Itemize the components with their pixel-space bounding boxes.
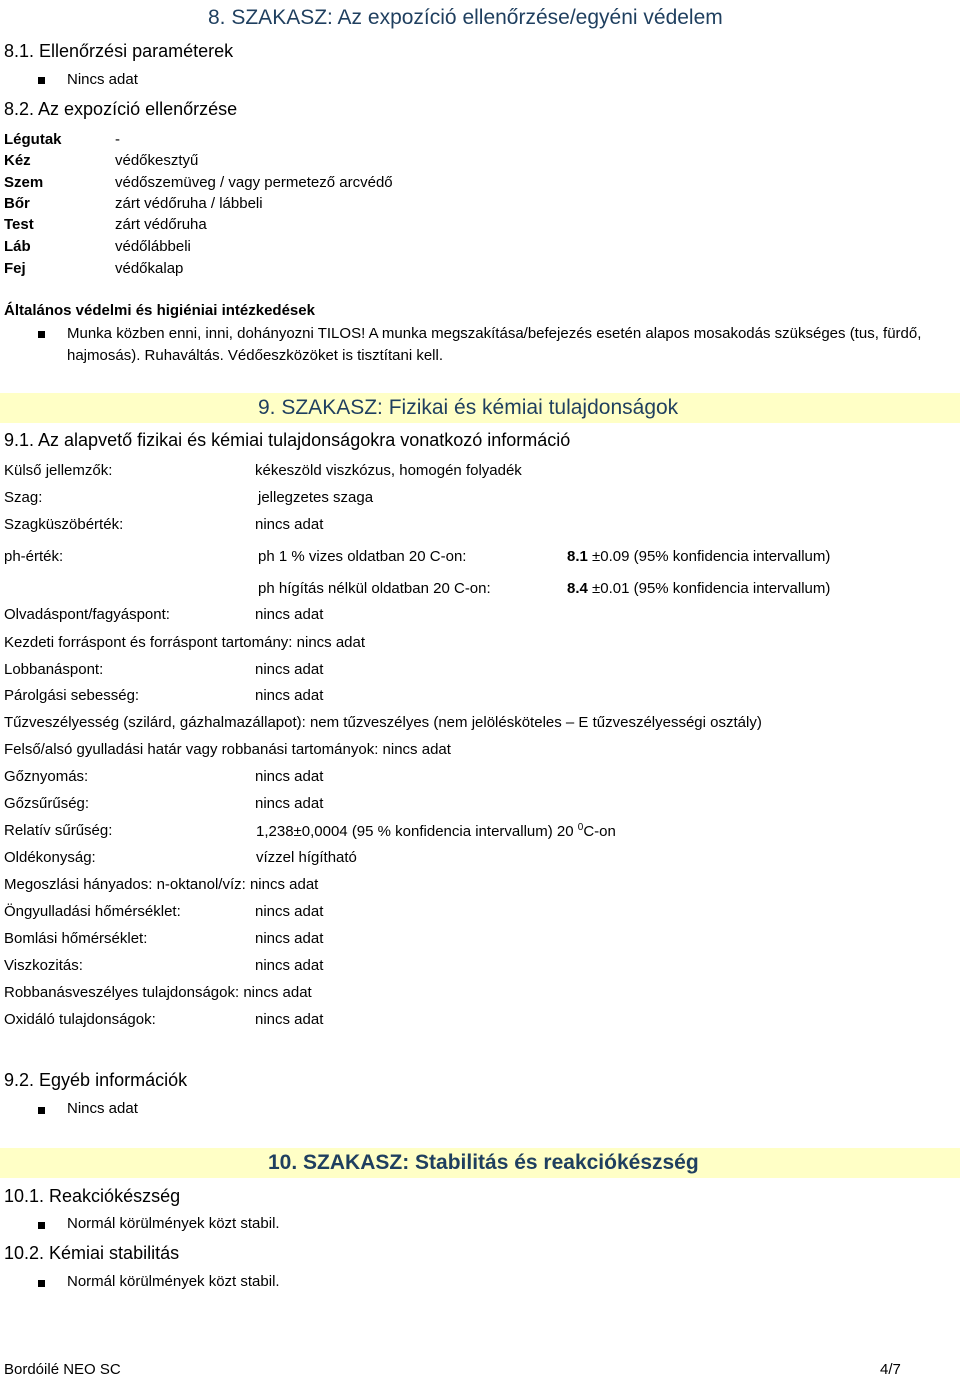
boiling-text: Kezdeti forráspont és forráspont tartomány: nincs adat [4, 634, 366, 651]
protection-value: - [115, 131, 120, 148]
oxidizing-label: Oxidáló tulajdonságok: [4, 1011, 156, 1028]
decomp-label: Bomlási hőmérséklet: [4, 930, 148, 947]
odor-label: Szag: [4, 489, 43, 506]
bullet-icon [38, 1107, 45, 1114]
ph1-condition: ph 1 % vizes oldatban 20 C-on: [258, 548, 467, 565]
hygiene-text: Munka közben enni, inni, dohányozni TILOS! A munka megszakítása/befejezés esetén alapos mosakodás szükséges (tus, fürdő, hajmosás). Ruhaváltás. Védőeszközöket is tisztítani kell. [67, 325, 922, 364]
odor-value: jellegzetes szaga [258, 489, 374, 506]
section-9-title: 9. SZAKASZ: Fizikai és kémiai tulajdonságok [258, 396, 679, 419]
protection-value: zárt védőruha [115, 216, 207, 233]
ph2-condition: ph hígítás nélkül oldatban 20 C-on: [258, 580, 491, 597]
vapour-density-value: nincs adat [255, 795, 324, 812]
appearance-value: kékeszöld viszkózus, homogén folyadék [255, 462, 522, 479]
autoign-label: Öngyulladási hőmérséklet: [4, 903, 181, 920]
protection-label: Fej [4, 260, 26, 277]
protection-value: zárt védőruha / lábbeli [115, 195, 263, 212]
solubility-value: vízzel hígítható [256, 849, 357, 866]
melting-label: Olvadáspont/fagyáspont: [4, 606, 170, 623]
oxidizing-value: nincs adat [255, 1011, 324, 1028]
vapour-pressure-value: nincs adat [255, 768, 324, 785]
bullet-icon [38, 77, 45, 84]
footer-product: Bordóilé NEO SC [4, 1361, 121, 1378]
bullet-icon [38, 331, 45, 338]
subsection-8-1-title: 8.1. Ellenőrzési paraméterek [4, 41, 234, 61]
evap-label: Párolgási sebesség: [4, 687, 140, 704]
hygiene-title: Általános védelmi és higiéniai intézkedések [4, 302, 315, 319]
subsection-9-1-title: 9.1. Az alapvető fizikai és kémiai tulajdonságokra vonatkozó információ [4, 430, 571, 450]
subsection-10-1-item: Normál körülmények közt stabil. [67, 1215, 280, 1232]
flammability-text: Tűzveszélyesség (szilárd, gázhalmazállapot): nem tűzveszélyes (nem jelölésköteles – E tűzveszélyességi osztály) [4, 714, 762, 731]
ph1-value: 8.1 [567, 548, 588, 565]
explosive-props-text: Robbanásveszélyes tulajdonságok: nincs adat [4, 984, 312, 1001]
subsection-8-2-title: 8.2. Az expozíció ellenőrzése [4, 99, 238, 119]
odor-threshold-value: nincs adat [255, 516, 324, 533]
ph2-result [567, 580, 830, 597]
protection-label: Láb [4, 238, 31, 255]
bullet-icon [38, 1280, 45, 1287]
ph1-confidence: ±0.09 (95% konfidencia intervallum) [587, 548, 831, 565]
section-10-title: 10. SZAKASZ: Stabilitás és reakciókészség [268, 1151, 699, 1174]
evap-value: nincs adat [255, 687, 324, 704]
subsection-10-2-title: 10.2. Kémiai stabilitás [4, 1243, 180, 1263]
protection-value: védőkesztyű [115, 152, 199, 169]
protection-value: védőszemüveg / vagy permetező arcvédő [115, 174, 393, 191]
protection-label: Kéz [4, 152, 31, 169]
section-8-title: 8. SZAKASZ: Az expozíció ellenőrzése/egyéni védelem [208, 6, 723, 29]
protection-label: Bőr [4, 195, 30, 212]
rel-density-unit: C-on [583, 823, 616, 840]
subsection-8-1-item: Nincs adat [67, 71, 138, 88]
bullet-icon [38, 1222, 45, 1229]
flash-label: Lobbanáspont: [4, 661, 104, 678]
rel-density-result [256, 822, 616, 840]
melting-value: nincs adat [255, 606, 324, 623]
protection-label: Szem [4, 174, 44, 191]
protection-value: védőkalap [115, 260, 184, 277]
protection-value: védőlábbeli [115, 238, 191, 255]
ph-label: ph-érték: [4, 548, 64, 565]
solubility-label: Oldékonyság: [4, 849, 96, 866]
autoign-value: nincs adat [255, 903, 324, 920]
ph2-value: 8.4 [567, 580, 588, 597]
viscosity-value: nincs adat [255, 957, 324, 974]
rel-density-value: 1,238±0,0004 (95 % konfidencia intervallum) 20 [256, 823, 574, 840]
decomp-value: nincs adat [255, 930, 324, 947]
protection-label: Légutak [4, 131, 62, 148]
appearance-label: Külső jellemzők: [4, 462, 113, 479]
viscosity-label: Viszkozitás: [4, 957, 83, 974]
protection-label: Test [4, 216, 34, 233]
explosive-limits-text: Felső/alsó gyulladási határ vagy robbanási tartományok: nincs adat [4, 741, 451, 758]
subsection-10-1-title: 10.1. Reakciókészség [4, 1186, 181, 1206]
vapour-density-label: Gőzsűrűség: [4, 795, 90, 812]
footer-page-number: 4/7 [880, 1361, 901, 1378]
odor-threshold-label: Szagküszöbérték: [4, 516, 124, 533]
ph1-result [567, 548, 830, 565]
rel-density-sup: 0 [577, 822, 584, 833]
vapour-pressure-label: Gőznyomás: [4, 768, 89, 785]
ph2-confidence: ±0.01 (95% konfidencia intervallum) [587, 580, 831, 597]
partition-text: Megoszlási hányados: n-oktanol/víz: nincs adat [4, 876, 319, 893]
subsection-10-2-item: Normál körülmények közt stabil. [67, 1273, 280, 1290]
subsection-9-2-item: Nincs adat [67, 1100, 138, 1117]
subsection-9-2-title: 9.2. Egyéb információk [4, 1070, 188, 1090]
flash-value: nincs adat [255, 661, 324, 678]
rel-density-label: Relatív sűrűség: [4, 822, 113, 839]
